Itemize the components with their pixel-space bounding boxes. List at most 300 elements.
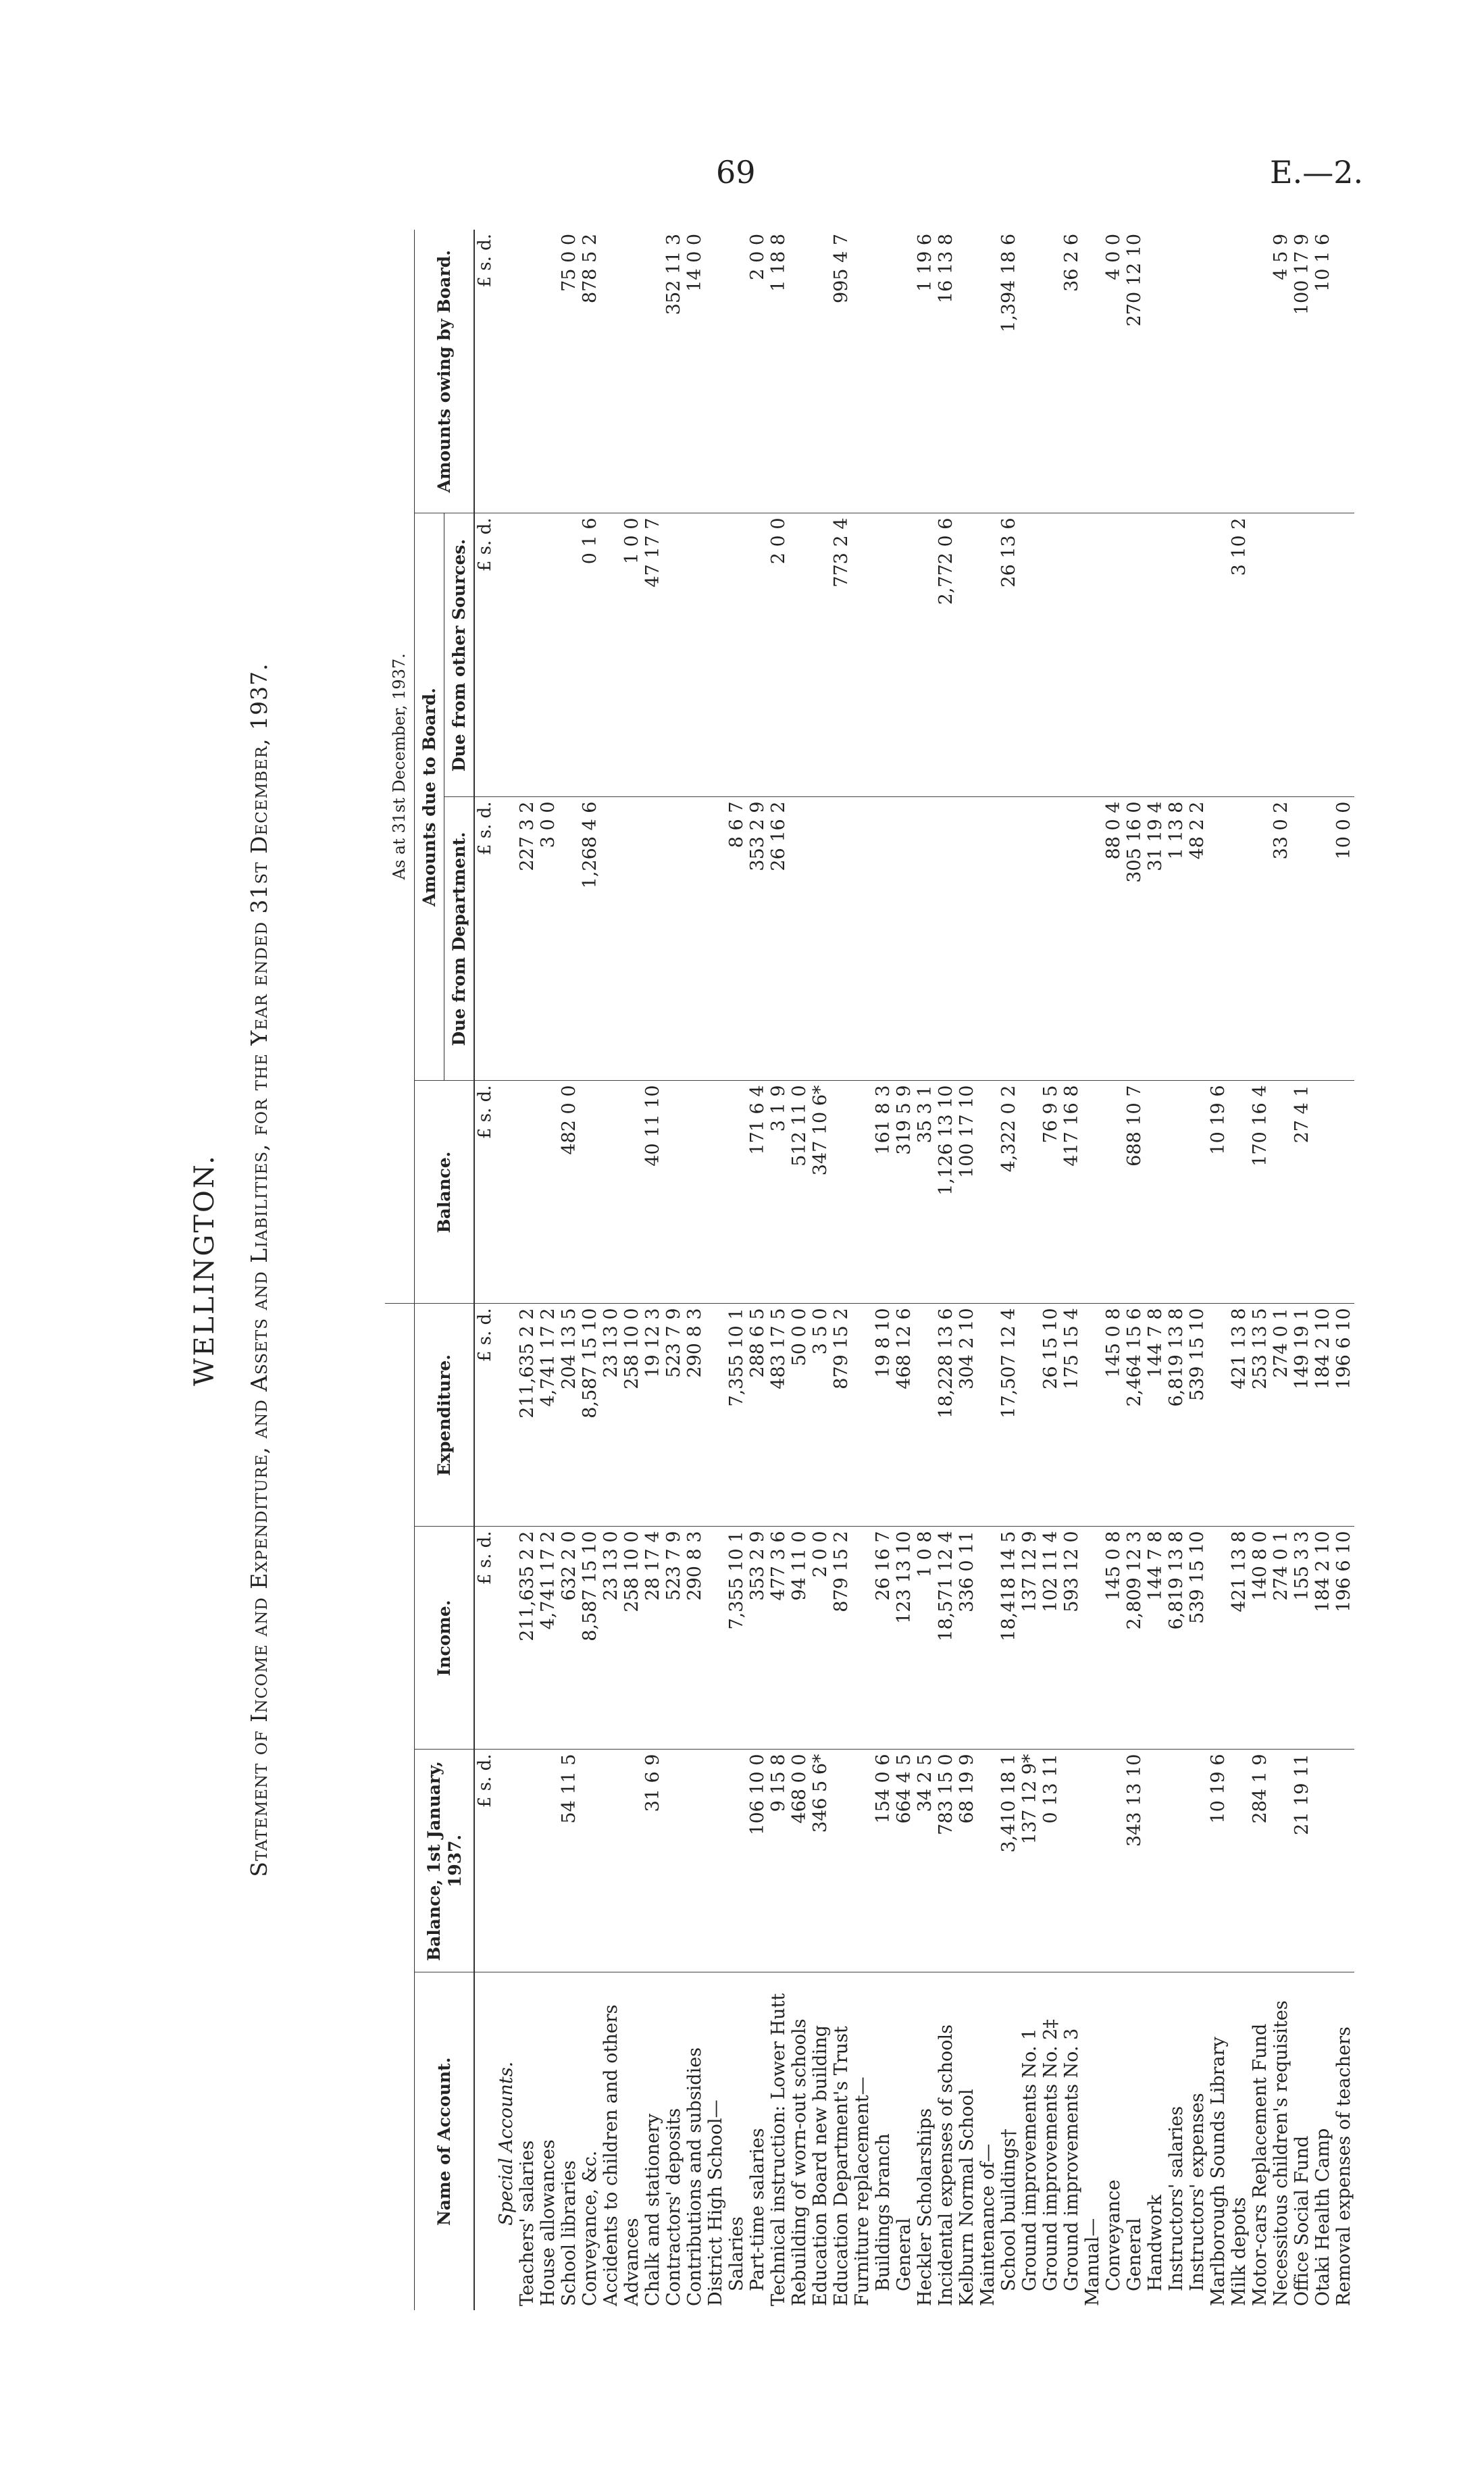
- amount-cell: 18,571 12 4: [936, 1527, 956, 1750]
- page-number: 69: [716, 154, 756, 190]
- amount-cell: 26 16 2: [768, 797, 789, 1081]
- amount-cell: 258 10 0: [621, 1304, 642, 1527]
- amount-cell: 1 13 8: [1166, 797, 1187, 1081]
- account-name: Maintenance of—: [977, 2143, 998, 2306]
- amount-cell: 477 3 6: [768, 1527, 789, 1750]
- amount-cell: 144 7 8: [1145, 1304, 1166, 1527]
- amount-cell: [600, 513, 621, 797]
- account-name: Technical instruction: Lower Hutt: [768, 1993, 789, 2306]
- amount-cell: 253 13 5: [1250, 1304, 1271, 1527]
- amount-cell: [915, 797, 936, 1081]
- amount-cell: 353 2 9: [747, 797, 768, 1081]
- amount-cell: 879 15 2: [831, 1304, 852, 1527]
- table-row: [998, 230, 1019, 2310]
- amount-cell: 34 2 5: [915, 1750, 936, 1972]
- amount-cell: 1 19 6: [915, 230, 936, 513]
- amount-cell: 204 13 5: [559, 1304, 580, 1527]
- unit-label: £ s. d.: [474, 230, 496, 513]
- header-income: Income.: [415, 1527, 475, 1750]
- amount-cell: 1 0 8: [915, 1527, 936, 1750]
- amount-cell: [1019, 513, 1040, 797]
- table-row: [621, 230, 642, 2310]
- table-row: [1103, 230, 1124, 2310]
- amount-cell: [977, 513, 998, 797]
- amount-cell: 3,410 18 1: [998, 1750, 1019, 1972]
- amount-cell: 145 0 8: [1103, 1527, 1124, 1750]
- amount-cell: [663, 513, 684, 797]
- amount-cell: [1145, 230, 1166, 513]
- table-row: [663, 230, 684, 2310]
- amount-cell: [1082, 1304, 1103, 1527]
- amount-cell: [705, 513, 726, 797]
- amount-cell: [977, 1081, 998, 1304]
- amount-cell: 347 10 6*: [810, 1081, 831, 1304]
- amount-cell: [852, 230, 873, 513]
- amount-cell: 1 0 0: [621, 513, 642, 797]
- account-name: Buildings branch: [873, 2133, 894, 2291]
- amount-cell: 17,507 12 4: [998, 1304, 1019, 1527]
- unit-label: £ s. d.: [474, 1081, 496, 1304]
- table-row: [789, 230, 810, 2310]
- account-name: Rebuilding of worn-out schools: [789, 2018, 810, 2306]
- amount-cell: [1208, 797, 1229, 1081]
- amount-cell: 512 11 0: [789, 1081, 810, 1304]
- account-name: Necessitous children's requisites: [1271, 2000, 1291, 2306]
- account-name: General: [894, 2218, 915, 2291]
- header-balance: Balance.: [415, 1081, 475, 1304]
- amount-cell: 155 3 3: [1291, 1527, 1312, 1750]
- amount-cell: [852, 1750, 873, 1972]
- table-row: [1291, 230, 1312, 2310]
- amount-cell: [1166, 1750, 1187, 1972]
- unit-label: £ s. d.: [474, 797, 496, 1081]
- amount-cell: [517, 513, 538, 797]
- account-name: Ground improvements No. 1: [1019, 2028, 1040, 2291]
- unit-label: £ s. d.: [474, 1750, 496, 1972]
- amount-cell: [1040, 513, 1061, 797]
- table-row: [580, 230, 600, 2310]
- amount-cell: 10 0 0: [1333, 797, 1354, 1081]
- amount-cell: 258 10 0: [621, 1527, 642, 1750]
- account-name: School buildings†: [998, 2128, 1019, 2291]
- table-row: [1229, 230, 1250, 2310]
- amount-cell: [1019, 1081, 1040, 1304]
- amount-cell: 145 0 8: [1103, 1304, 1124, 1527]
- amount-cell: [600, 1081, 621, 1304]
- amount-cell: 539 15 10: [1187, 1304, 1208, 1527]
- amount-cell: [1103, 1081, 1124, 1304]
- amount-cell: 100 17 10: [956, 1081, 977, 1304]
- amount-cell: 170 16 4: [1250, 1081, 1271, 1304]
- amount-cell: [621, 230, 642, 513]
- table-row: [559, 230, 580, 2310]
- account-name: Manual—: [1082, 2218, 1103, 2306]
- amount-cell: [1019, 797, 1040, 1081]
- account-name: Otaki Health Camp: [1312, 2128, 1333, 2306]
- amount-cell: 304 2 10: [956, 1304, 977, 1527]
- amount-cell: [1082, 1081, 1103, 1304]
- amount-cell: [1082, 1527, 1103, 1750]
- amount-cell: [789, 513, 810, 797]
- amount-cell: [1187, 1081, 1208, 1304]
- amount-cell: 88 0 4: [1103, 797, 1124, 1081]
- amount-cell: [1166, 1081, 1187, 1304]
- account-name: Education Board new building: [810, 2025, 831, 2306]
- account-name: Incidental expenses of schools: [936, 2024, 956, 2306]
- account-name: Motor-cars Replacement Fund: [1250, 2023, 1271, 2306]
- amount-cell: [956, 230, 977, 513]
- table-row: [1208, 230, 1229, 2310]
- table-row: [600, 230, 621, 2310]
- amount-cell: [663, 1750, 684, 1972]
- amount-cell: 28 17 4: [642, 1527, 663, 1750]
- table-row: [1040, 230, 1061, 2310]
- amount-cell: 16 13 8: [936, 230, 956, 513]
- amount-cell: 274 0 1: [1271, 1527, 1291, 1750]
- amount-cell: [1187, 230, 1208, 513]
- table-row: [684, 230, 705, 2310]
- amount-cell: [621, 1750, 642, 1972]
- amount-cell: [1208, 1304, 1229, 1527]
- account-name: Milk depots: [1229, 2197, 1250, 2306]
- amount-cell: 1,394 18 6: [998, 230, 1019, 513]
- amount-cell: [684, 1750, 705, 1972]
- amount-cell: 102 11 4: [1040, 1527, 1061, 1750]
- amount-cell: 523 7 9: [663, 1527, 684, 1750]
- amount-cell: [852, 1527, 873, 1750]
- amount-cell: [1061, 1750, 1082, 1972]
- table-row: [1166, 230, 1187, 2310]
- amount-cell: [663, 1081, 684, 1304]
- account-name: Conveyance, &c.: [580, 2150, 600, 2306]
- table-row: [831, 230, 852, 2310]
- amount-cell: [684, 1081, 705, 1304]
- amount-cell: 4,322 0 2: [998, 1081, 1019, 1304]
- amount-cell: [831, 1750, 852, 1972]
- amount-cell: 8,587 15 10: [580, 1304, 600, 1527]
- amount-cell: 33 0 2: [1271, 797, 1291, 1081]
- table-row: [852, 230, 873, 2310]
- amount-cell: [810, 797, 831, 1081]
- amount-cell: [559, 513, 580, 797]
- account-name: Conveyance: [1103, 2179, 1124, 2291]
- amount-cell: [873, 797, 894, 1081]
- table-body: [474, 230, 1354, 2310]
- amount-cell: 3 1 9: [768, 1081, 789, 1304]
- amount-cell: [684, 797, 705, 1081]
- amount-cell: 3 10 2: [1229, 513, 1250, 797]
- amount-cell: [852, 797, 873, 1081]
- amount-cell: 632 2 0: [559, 1527, 580, 1750]
- amount-cell: [1208, 1527, 1229, 1750]
- amount-cell: 21 19 11: [1291, 1750, 1312, 1972]
- amount-cell: 523 7 9: [663, 1304, 684, 1527]
- amount-cell: [1103, 1750, 1124, 1972]
- amount-cell: [517, 1750, 538, 1972]
- amount-cell: 7,355 10 1: [726, 1527, 747, 1750]
- amount-cell: 106 10 0: [747, 1750, 768, 1972]
- table-row: [1333, 230, 1354, 2310]
- amount-cell: 31 6 9: [642, 1750, 663, 1972]
- account-name: Instructors' expenses: [1187, 2093, 1208, 2291]
- account-name: General: [1124, 2218, 1145, 2291]
- table-row: [1061, 230, 1082, 2310]
- account-name: Heckler Scholarships: [915, 2108, 936, 2306]
- account-name: Salaries: [726, 2216, 747, 2291]
- account-name: Ground improvements No. 2‡: [1040, 2019, 1061, 2291]
- table-row: [1124, 230, 1145, 2310]
- statement-heading: [182, 230, 351, 2310]
- amount-cell: [559, 797, 580, 1081]
- amount-cell: [1019, 1304, 1040, 1527]
- amount-cell: 211,635 2 2: [517, 1304, 538, 1527]
- amount-cell: [1166, 513, 1187, 797]
- amount-cell: [1208, 230, 1229, 513]
- amount-cell: [977, 1304, 998, 1527]
- amount-cell: 171 6 4: [747, 1081, 768, 1304]
- amount-cell: [1061, 513, 1082, 797]
- amount-cell: 211,635 2 2: [517, 1527, 538, 1750]
- amount-cell: [538, 1750, 559, 1972]
- amount-cell: 305 16 0: [1124, 797, 1145, 1081]
- amount-cell: 175 15 4: [1061, 1304, 1082, 1527]
- amount-cell: [1082, 1750, 1103, 1972]
- amount-cell: [705, 1304, 726, 1527]
- amount-cell: 75 0 0: [559, 230, 580, 513]
- amount-cell: [977, 1527, 998, 1750]
- report-reference: E.—2.: [1270, 154, 1364, 190]
- account-name: Accidents to children and others: [600, 2004, 621, 2306]
- table-row: [496, 230, 517, 2310]
- amount-cell: 1 18 8: [768, 230, 789, 513]
- amount-cell: [852, 1081, 873, 1304]
- amount-cell: [705, 1527, 726, 1750]
- amount-cell: 290 8 3: [684, 1304, 705, 1527]
- amount-cell: [956, 797, 977, 1081]
- amount-cell: 593 12 0: [1061, 1527, 1082, 1750]
- table-row: [956, 230, 977, 2310]
- header-owing: Amounts owing by Board.: [415, 230, 475, 513]
- amount-cell: [517, 1081, 538, 1304]
- amount-cell: 19 8 10: [873, 1304, 894, 1527]
- account-name: District High School—: [705, 2099, 726, 2306]
- amount-cell: 4,741 17 2: [538, 1527, 559, 1750]
- amount-cell: 6,819 13 8: [1166, 1527, 1187, 1750]
- amount-cell: 539 15 10: [1187, 1527, 1208, 1750]
- table-row: [768, 230, 789, 2310]
- table-row: [873, 230, 894, 2310]
- amount-cell: [621, 797, 642, 1081]
- amount-cell: 2 0 0: [768, 513, 789, 797]
- table-row: [747, 230, 768, 2310]
- amount-cell: [1291, 513, 1312, 797]
- amount-cell: 76 9 5: [1040, 1081, 1061, 1304]
- account-name: Special Accounts.: [496, 2061, 517, 2226]
- amount-cell: [1208, 513, 1229, 797]
- amount-cell: [1333, 513, 1354, 797]
- amount-cell: 783 15 0: [936, 1750, 956, 1972]
- amount-cell: 274 0 1: [1271, 1304, 1291, 1527]
- table-row: [1187, 230, 1208, 2310]
- accounts-table: [385, 230, 1354, 2310]
- rotated-statement: [182, 230, 1354, 2310]
- amount-cell: [747, 513, 768, 797]
- amount-cell: 18,228 13 6: [936, 1304, 956, 1527]
- amount-cell: 137 12 9*: [1019, 1750, 1040, 1972]
- amount-cell: [852, 1304, 873, 1527]
- amount-cell: 319 5 9: [894, 1081, 915, 1304]
- account-name: Marlborough Sounds Library: [1208, 2037, 1229, 2306]
- amount-cell: [1271, 1081, 1291, 1304]
- amount-cell: [1187, 1750, 1208, 1972]
- table-row: [1082, 230, 1103, 2310]
- account-name: Contractors' deposits: [663, 2108, 684, 2306]
- amount-cell: 1,268 4 6: [580, 797, 600, 1081]
- amount-cell: 421 13 8: [1229, 1527, 1250, 1750]
- amount-cell: 149 19 1: [1291, 1304, 1312, 1527]
- amount-cell: [915, 513, 936, 797]
- amount-cell: [956, 513, 977, 797]
- amount-cell: [580, 1081, 600, 1304]
- amount-cell: 35 3 1: [915, 1081, 936, 1304]
- amount-cell: 10 1 6: [1312, 230, 1333, 513]
- table-row: [517, 230, 538, 2310]
- amount-cell: 483 17 5: [768, 1304, 789, 1527]
- amount-cell: 4 0 0: [1103, 230, 1124, 513]
- amount-cell: 417 16 8: [1061, 1081, 1082, 1304]
- amount-cell: [852, 513, 873, 797]
- amount-cell: [789, 230, 810, 513]
- amount-cell: 336 0 11: [956, 1527, 977, 1750]
- amount-cell: [894, 513, 915, 797]
- account-name: Furniture replacement—: [852, 2076, 873, 2306]
- amount-cell: 2,809 12 3: [1124, 1527, 1145, 1750]
- amount-cell: 343 13 10: [1124, 1750, 1145, 1972]
- amount-cell: [915, 1304, 936, 1527]
- unit-label: £ s. d.: [474, 513, 496, 797]
- amount-cell: 664 4 5: [894, 1750, 915, 1972]
- amount-cell: 23 13 0: [600, 1304, 621, 1527]
- header-amounts-due: Amounts due to Board.: [415, 513, 444, 1081]
- amount-cell: [831, 797, 852, 1081]
- amount-cell: [1061, 797, 1082, 1081]
- table-row: [1019, 230, 1040, 2310]
- amount-cell: [496, 1750, 517, 1972]
- table-row: [642, 230, 663, 2310]
- amount-cell: 995 4 7: [831, 230, 852, 513]
- amount-cell: [726, 1081, 747, 1304]
- header-expenditure: Expenditure.: [415, 1304, 475, 1527]
- account-name: Teachers' salaries: [517, 2140, 538, 2306]
- amount-cell: [1229, 1750, 1250, 1972]
- amount-cell: [600, 797, 621, 1081]
- table-row: [1271, 230, 1291, 2310]
- amount-cell: 10 19 6: [1208, 1750, 1229, 1972]
- amount-cell: [1333, 1081, 1354, 1304]
- amount-cell: 50 0 0: [789, 1304, 810, 1527]
- amount-cell: 3 5 0: [810, 1304, 831, 1527]
- amount-cell: [496, 513, 517, 797]
- amount-cell: [1312, 513, 1333, 797]
- amount-cell: 26 15 10: [1040, 1304, 1061, 1527]
- amount-cell: [580, 1750, 600, 1972]
- account-name: Part-time salaries: [747, 2128, 768, 2291]
- amount-cell: [789, 797, 810, 1081]
- amount-cell: [621, 1081, 642, 1304]
- amount-cell: 154 0 6: [873, 1750, 894, 1972]
- amount-cell: [831, 1081, 852, 1304]
- amount-cell: [642, 230, 663, 513]
- unit-label: £ s. d.: [474, 1527, 496, 1750]
- header-name: Name of Account.: [415, 1972, 475, 2310]
- amount-cell: 26 13 6: [998, 513, 1019, 797]
- amount-cell: [1166, 230, 1187, 513]
- amount-cell: 47 17 7: [642, 513, 663, 797]
- amount-cell: 54 11 5: [559, 1750, 580, 1972]
- table-row: [936, 230, 956, 2310]
- amount-cell: [705, 230, 726, 513]
- amount-cell: 688 10 7: [1124, 1081, 1145, 1304]
- amount-cell: 18,418 14 5: [998, 1527, 1019, 1750]
- amount-cell: 94 11 0: [789, 1527, 810, 1750]
- amount-cell: [977, 1750, 998, 1972]
- amount-cell: [1145, 1750, 1166, 1972]
- account-name: Kelburn Normal School: [956, 2089, 977, 2306]
- account-name: Chalk and stationery: [642, 2113, 663, 2306]
- amount-cell: [1124, 513, 1145, 797]
- amount-cell: [1312, 1750, 1333, 1972]
- amount-cell: [1229, 230, 1250, 513]
- amount-cell: [1250, 797, 1271, 1081]
- table-row: [538, 230, 559, 2310]
- account-name: Advances: [621, 2218, 642, 2306]
- amount-cell: 31 19 4: [1145, 797, 1166, 1081]
- amount-cell: 27 4 1: [1291, 1081, 1312, 1304]
- amount-cell: 40 11 10: [642, 1081, 663, 1304]
- amount-cell: [1229, 1081, 1250, 1304]
- amount-cell: 2 0 0: [747, 230, 768, 513]
- amount-cell: 161 8 3: [873, 1081, 894, 1304]
- header-due-department: Due from Department.: [444, 797, 475, 1081]
- amount-cell: [705, 1750, 726, 1972]
- amount-cell: [726, 513, 747, 797]
- amount-cell: 353 2 9: [747, 1527, 768, 1750]
- amount-cell: 468 0 0: [789, 1750, 810, 1972]
- amount-cell: 8 6 7: [726, 797, 747, 1081]
- as-at-header: As at 31st December, 1937.: [385, 230, 415, 1304]
- amount-cell: 140 8 0: [1250, 1527, 1271, 1750]
- amount-cell: [810, 230, 831, 513]
- amount-cell: [1082, 513, 1103, 797]
- account-name: Contributions and subsidies: [684, 2047, 705, 2306]
- amount-cell: [600, 1750, 621, 1972]
- amount-cell: [873, 513, 894, 797]
- account-name: Removal expenses of teachers: [1333, 2026, 1354, 2306]
- amount-cell: [1271, 1750, 1291, 1972]
- amount-cell: 421 13 8: [1229, 1304, 1250, 1527]
- amount-cell: [936, 797, 956, 1081]
- statement-title: Statement of Income and Expenditure, and Assets and Liabilities, for the Year ended 31st December, 1937.: [246, 663, 272, 1877]
- amount-cell: [1019, 230, 1040, 513]
- amount-cell: [1312, 797, 1333, 1081]
- amount-cell: 19 12 3: [642, 1304, 663, 1527]
- table-row: [977, 230, 998, 2310]
- amount-cell: [1187, 513, 1208, 797]
- table-row: [726, 230, 747, 2310]
- table-row: [1312, 230, 1333, 2310]
- table-row: [705, 230, 726, 2310]
- amount-cell: 137 12 9: [1019, 1527, 1040, 1750]
